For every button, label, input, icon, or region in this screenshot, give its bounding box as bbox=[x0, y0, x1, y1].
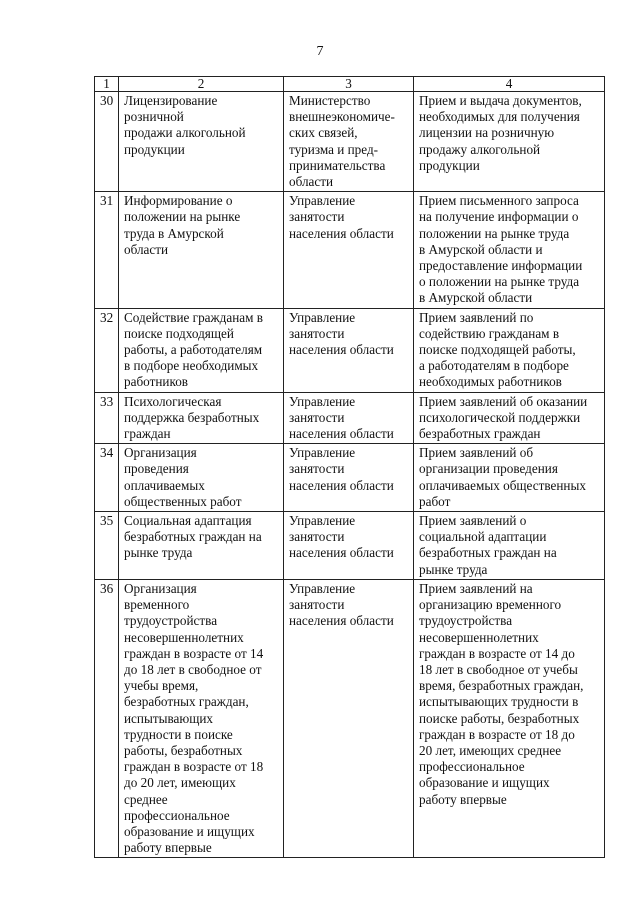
service-cell-line: работу впервые bbox=[124, 840, 212, 856]
service-cell-line: Организация bbox=[124, 445, 197, 461]
action-cell bbox=[414, 92, 605, 192]
agency-cell-line: занятости bbox=[289, 597, 345, 613]
service-cell-line: работы, безработных bbox=[124, 742, 243, 758]
agency-cell-line: Управление bbox=[289, 193, 356, 209]
service-cell-line: Информирование о bbox=[124, 193, 233, 209]
agency-cell-line: населения области bbox=[289, 613, 394, 629]
service-cell-line: проведения bbox=[124, 461, 189, 477]
action-cell-line: время, безработных граждан, bbox=[419, 678, 584, 694]
service-cell-line: временного bbox=[124, 597, 190, 613]
action-cell bbox=[414, 392, 605, 444]
action-cell-line: о положении на рынке труда bbox=[419, 274, 580, 290]
service-cell-line: области bbox=[124, 241, 169, 257]
action-cell-line: 20 лет, имеющих среднее bbox=[419, 742, 562, 758]
service-cell-line: общественных работ bbox=[124, 493, 242, 509]
action-cell-line: необходимых работников bbox=[419, 374, 562, 390]
row-number: 36 bbox=[95, 579, 119, 857]
action-cell-line: Прием письменного запроса bbox=[419, 193, 579, 209]
action-cell-line: поиске подходящей работы, bbox=[419, 342, 576, 358]
row-number: 33 bbox=[95, 392, 119, 444]
service-cell bbox=[119, 579, 284, 857]
action-cell-line: в Амурской области и bbox=[419, 241, 543, 257]
action-cell bbox=[414, 579, 605, 857]
action-cell-line: Прием и выдача документов, bbox=[419, 93, 582, 108]
service-cell-line: продажи алкогольной bbox=[124, 125, 246, 141]
action-cell-line: Прием заявлений по bbox=[419, 309, 534, 325]
action-cell-line: предоставление информации bbox=[419, 258, 583, 274]
agency-cell-line: Управление bbox=[289, 393, 356, 409]
action-cell-line: 18 лет в свободное от учебы bbox=[419, 661, 578, 677]
service-cell bbox=[119, 192, 284, 308]
agency-cell-line: населения области bbox=[289, 342, 394, 358]
service-cell-line: положении на рынке bbox=[124, 209, 241, 225]
action-cell-line: лицензии на розничную bbox=[419, 125, 555, 141]
service-cell-line: трудности в поиске bbox=[124, 726, 233, 742]
column-header-1: 1 bbox=[95, 77, 119, 92]
service-cell-line: рынке труда bbox=[124, 545, 193, 561]
row-number: 35 bbox=[95, 512, 119, 580]
service-cell bbox=[119, 392, 284, 444]
agency-cell-line: принимательства bbox=[289, 157, 386, 173]
agency-cell-line: занятости bbox=[289, 529, 345, 545]
service-cell-line: поиске подходящей bbox=[124, 325, 234, 341]
action-cell bbox=[414, 444, 605, 512]
service-cell-line: безработных граждан на bbox=[124, 529, 262, 545]
service-cell-line: образование и ищущих bbox=[124, 823, 255, 839]
action-cell-line: продукции bbox=[419, 157, 480, 173]
action-cell-line: организации проведения bbox=[419, 461, 558, 477]
table-row bbox=[95, 512, 605, 580]
action-cell-line: работу впервые bbox=[419, 791, 507, 807]
service-cell-line: Организация bbox=[124, 580, 197, 596]
action-cell bbox=[414, 192, 605, 308]
action-cell-line: а работодателям в подборе bbox=[419, 358, 569, 374]
service-cell-line: граждан в возрасте от 18 bbox=[124, 759, 264, 775]
service-cell-line: испытывающих bbox=[124, 710, 214, 726]
service-cell-line: Психологическая bbox=[124, 393, 222, 409]
agency-cell-line: занятости bbox=[289, 409, 345, 425]
action-cell-line: поиске работы, безработных bbox=[419, 710, 580, 726]
agency-cell-line: населения области bbox=[289, 426, 394, 442]
agency-cell-line: Управление bbox=[289, 309, 356, 325]
action-cell-line: необходимых для получения bbox=[419, 109, 580, 125]
service-cell-line: труда в Амурской bbox=[124, 225, 224, 241]
action-cell-line: в Амурской области bbox=[419, 290, 533, 306]
agency-cell bbox=[284, 192, 414, 308]
agency-cell-line: Управление bbox=[289, 445, 356, 461]
agency-cell bbox=[284, 444, 414, 512]
table-row bbox=[95, 192, 605, 308]
service-cell-line: безработных граждан, bbox=[124, 694, 249, 710]
table-body bbox=[95, 92, 605, 858]
action-cell-line: несовершеннолетних bbox=[419, 629, 539, 645]
action-cell-line: трудоустройства bbox=[419, 613, 513, 629]
service-cell-line: поддержка безработных bbox=[124, 409, 260, 425]
action-cell-line: граждан в возрасте от 18 до bbox=[419, 726, 575, 742]
service-cell-line: среднее bbox=[124, 791, 168, 807]
table-row bbox=[95, 308, 605, 392]
action-cell bbox=[414, 512, 605, 580]
service-cell-line: до 18 лет в свободное от bbox=[124, 661, 262, 677]
action-cell-line: содействию гражданам в bbox=[419, 325, 560, 341]
agency-cell-line: населения области bbox=[289, 477, 394, 493]
service-cell-line: профессиональное bbox=[124, 807, 230, 823]
action-cell-line: на получение информации о bbox=[419, 209, 579, 225]
action-cell-line: Прием заявлений о bbox=[419, 513, 527, 529]
row-number: 32 bbox=[95, 308, 119, 392]
action-cell-line: продажу алкогольной bbox=[419, 141, 541, 157]
service-cell-line: граждан bbox=[124, 426, 171, 442]
agency-cell-line: занятости bbox=[289, 461, 345, 477]
table-header-row bbox=[95, 77, 605, 92]
service-cell-line: Содействие гражданам в bbox=[124, 309, 263, 325]
agency-cell bbox=[284, 512, 414, 580]
service-cell-line: трудоустройства bbox=[124, 613, 218, 629]
action-cell-line: психологической поддержки bbox=[419, 409, 581, 425]
service-cell-line: работы, а работодателям bbox=[124, 342, 263, 358]
action-cell-line: организацию временного bbox=[419, 597, 562, 613]
agency-cell-line: туризма и пред- bbox=[289, 141, 379, 157]
action-cell-line: социальной адаптации bbox=[419, 529, 547, 545]
action-cell bbox=[414, 308, 605, 392]
column-header-2: 2 bbox=[119, 77, 284, 92]
page-number: 7 bbox=[316, 44, 324, 59]
action-cell-line: безработных граждан bbox=[419, 426, 541, 442]
agency-cell-line: населения области bbox=[289, 545, 394, 561]
table-row bbox=[95, 444, 605, 512]
action-cell-line: профессиональное bbox=[419, 759, 525, 775]
agency-cell-line: Министерство bbox=[289, 93, 371, 108]
agency-cell bbox=[284, 392, 414, 444]
column-header-4: 4 bbox=[414, 77, 605, 92]
service-cell bbox=[119, 92, 284, 192]
action-cell-line: Прием заявлений на bbox=[419, 580, 533, 596]
column-header-3: 3 bbox=[284, 77, 414, 92]
table-row bbox=[95, 392, 605, 444]
services-table bbox=[94, 76, 605, 858]
service-cell-line: Социальная адаптация bbox=[124, 513, 252, 529]
service-cell-line: несовершеннолетних bbox=[124, 629, 244, 645]
action-cell-line: граждан в возрасте от 14 до bbox=[419, 645, 575, 661]
action-cell-line: безработных граждан на bbox=[419, 545, 557, 561]
service-cell bbox=[119, 512, 284, 580]
service-cell-line: продукции bbox=[124, 141, 185, 157]
table-row bbox=[95, 92, 605, 192]
action-cell-line: рынке труда bbox=[419, 561, 488, 577]
agency-cell bbox=[284, 579, 414, 857]
service-cell-line: оплачиваемых bbox=[124, 477, 205, 493]
agency-cell-line: населения области bbox=[289, 225, 394, 241]
table-row bbox=[95, 579, 605, 857]
agency-cell-line: занятости bbox=[289, 325, 345, 341]
action-cell-line: работ bbox=[419, 493, 451, 509]
agency-cell-line: внешнеэкономиче- bbox=[289, 109, 395, 125]
service-cell-line: розничной bbox=[124, 109, 184, 125]
agency-cell-line: Управление bbox=[289, 513, 356, 529]
row-number: 31 bbox=[95, 192, 119, 308]
action-cell-line: положении на рынке труда bbox=[419, 225, 570, 241]
agency-cell-line: области bbox=[289, 174, 334, 190]
action-cell-line: Прием заявлений об bbox=[419, 445, 534, 461]
service-cell-line: граждан в возрасте от 14 bbox=[124, 645, 264, 661]
row-number: 30 bbox=[95, 92, 119, 192]
agency-cell-line: занятости bbox=[289, 209, 345, 225]
service-cell-line: Лицензирование bbox=[124, 93, 218, 108]
agency-cell-line: ских связей, bbox=[289, 125, 358, 141]
service-cell-line: работников bbox=[124, 374, 189, 390]
service-cell-line: учебы время, bbox=[124, 678, 199, 694]
row-number: 34 bbox=[95, 444, 119, 512]
service-cell-line: в подборе необходимых bbox=[124, 358, 259, 374]
agency-cell bbox=[284, 308, 414, 392]
service-cell-line: до 20 лет, имеющих bbox=[124, 775, 236, 791]
action-cell-line: оплачиваемых общественных bbox=[419, 477, 586, 493]
service-cell bbox=[119, 444, 284, 512]
agency-cell bbox=[284, 92, 414, 192]
action-cell-line: испытывающих трудности в bbox=[419, 694, 579, 710]
service-cell bbox=[119, 308, 284, 392]
action-cell-line: Прием заявлений об оказании bbox=[419, 393, 588, 409]
action-cell-line: образование и ищущих bbox=[419, 775, 550, 791]
agency-cell-line: Управление bbox=[289, 580, 356, 596]
